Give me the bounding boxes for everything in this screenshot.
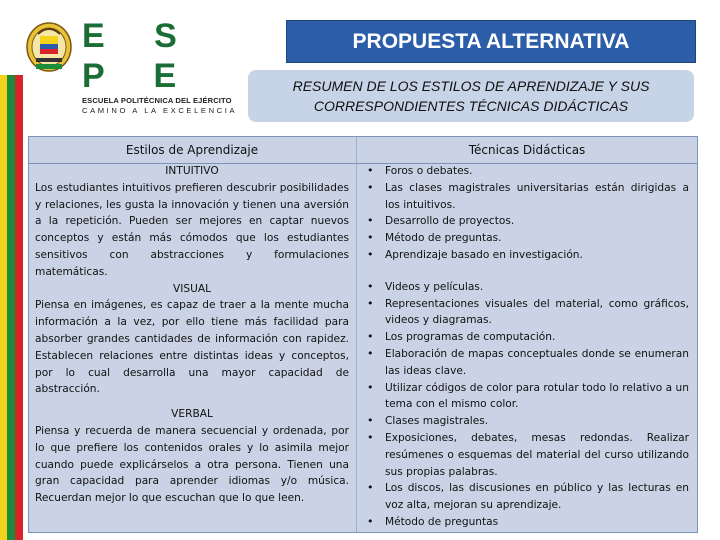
techniques-verbal (365, 413, 689, 531)
coat-of-arms-icon (24, 20, 74, 74)
list-item: • Videos y películas. (365, 279, 689, 296)
styles-techniques-table (28, 136, 698, 533)
flag-stripe-red (15, 75, 23, 540)
header-didactic-techniques: Técnicas Didácticas (468, 143, 586, 157)
techniques-column (365, 163, 689, 531)
list-item: • Método de preguntas (365, 514, 689, 531)
list-item: • Desarrollo de proyectos. (365, 213, 689, 230)
brand-institution: ESCUELA POLITÉCNICA DEL EJÉRCITO (82, 96, 232, 105)
style-title-visual: VISUAL (173, 282, 211, 295)
list-item: • Clases magistrales. (365, 413, 689, 430)
style-text-verbal: Piensa y recuerda de manera secuencial y ordenada, por lo que prefiere los contenidos orales y lo asimila mejor cuando puede explicárselos a otra persona. Tienen una gran capacidad para aprender idiomas y/o música. Recuerdan mejor lo que escuchan que lo que leen. (35, 424, 349, 505)
list-item: • Representaciones visuales del material, como gráficos, videos y diagramas. (365, 296, 689, 330)
techniques-visual (365, 279, 689, 413)
flag-stripe-green (7, 75, 15, 540)
subtitle-line-1: RESUMEN DE LOS ESTILOS DE APRENDIZAJE Y SUS (292, 78, 650, 94)
techniques-intuitivo (365, 163, 689, 264)
brand-motto: CAMINO A LA EXCELENCIA (82, 106, 238, 115)
list-item: • Método de preguntas. (365, 230, 689, 247)
flag-stripe-yellow (0, 75, 7, 540)
style-title-verbal: VERBAL (171, 408, 213, 421)
list-item: • Elaboración de mapas conceptuales donde se enumeran las ideas clave. (365, 346, 689, 380)
list-item: • Utilizar códigos de color para rotular todo lo relativo a un tema con el mismo color. (365, 380, 689, 414)
column-divider (356, 137, 357, 532)
list-item: • Exposiciones, debates, mesas redondas. Realizar resúmenes o esquemas del material del curso utilizando sus propias palabras. (365, 430, 689, 480)
learning-styles-column (35, 163, 349, 507)
subtitle-line-2: CORRESPONDIENTES TÉCNICAS DIDÁCTICAS (313, 98, 629, 114)
page-title-banner (286, 20, 696, 63)
style-text-intuitivo: Los estudiantes intuitivos prefieren descubrir posibilidades y relaciones, les gusta la innovación y tienen una aversión a la repetición. Pueden ser mejores en captar nuevos conceptos y están más cómodos que los estudiantes sensitivos con abstracciones y formulaciones matemáticas. (35, 181, 349, 278)
list-item: • Los programas de computación. (365, 329, 689, 346)
section-gap (365, 264, 689, 279)
style-text-visual: Piensa en imágenes, es capaz de traer a la mente mucha información a la vez, por ello tiene más facilidad para absorber grandes cantidades de información con rapidez. Establecen relaciones entre distintas ideas y conceptos, por lo cual desarrolla una mayor capacidad de abstracción. (35, 299, 349, 396)
subtitle-box (248, 70, 694, 122)
header-learning-styles: Estilos de Aprendizaje (125, 143, 259, 157)
page-title: PROPUESTA ALTERNATIVA (352, 30, 630, 53)
espe-logo (18, 16, 238, 115)
style-title-intuitivo: INTUITIVO (165, 165, 219, 177)
list-item: • Foros o debates. (365, 163, 689, 180)
list-item: • Los discos, las discusiones en público y las lecturas en voz alta, mejoran su aprendizaje. (365, 480, 689, 514)
list-item: • Las clases magistrales universitarias están dirigidas a los intuitivos. (365, 180, 689, 214)
list-item: • Aprendizaje basado en investigación. (365, 247, 689, 264)
brand-name: E S P E (82, 17, 197, 95)
